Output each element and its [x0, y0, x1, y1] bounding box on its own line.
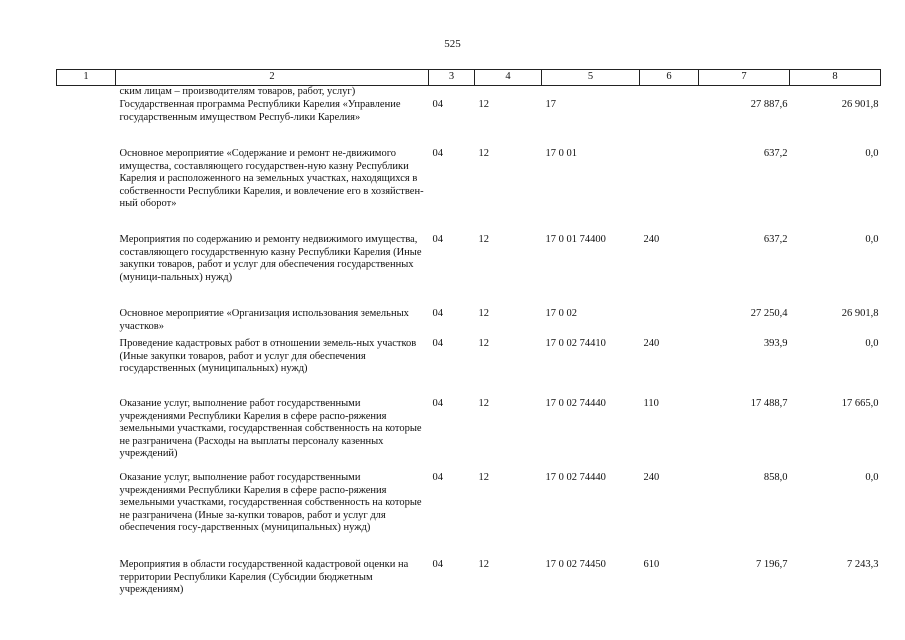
- cell-section: 04: [432, 559, 443, 570]
- cell-amount-1: 637,2: [763, 148, 788, 159]
- cell-expense-type: [640, 98, 699, 147]
- header-col-7: 7: [699, 70, 790, 86]
- cell-section: 04: [432, 398, 443, 409]
- cell-section: 04: [432, 308, 443, 319]
- cell-amount-2: 0,0: [865, 472, 879, 483]
- cell-expense-type: 240: [643, 338, 660, 349]
- cell-amount-1: 27 250,4: [750, 308, 788, 319]
- row-name: Основное мероприятие «Содержание и ремонт не-движимого имущества, составляющего государствен-ную казну Республики Карелия и расположенного на земельных участках, находящихся в собственности Республики Карелия, и вовлечение его в хозяйствен-ный оборот»: [119, 148, 424, 209]
- cell-amount-2: 0,0: [865, 148, 879, 159]
- cell-amount-1: 17 488,7: [750, 398, 788, 409]
- page-number: 525: [444, 38, 461, 50]
- cell-amount-2: 17 665,0: [841, 398, 879, 409]
- cell-target-article: 17 0 01 74400: [545, 234, 606, 245]
- cell-target-article: 17 0 01: [545, 148, 577, 159]
- cell-target-article: 17 0 02 74440: [545, 472, 606, 483]
- header-col-6: 6: [640, 70, 699, 86]
- row-name: Мероприятия по содержанию и ремонту недвижимого имущества, составляющего государственную казну Республики Карелия (Иные закупки товаров, работ и услуг для обеспечения государственных (муници-пальных) нужд): [119, 234, 422, 283]
- cell-target-article: 17 0 02 74410: [545, 338, 606, 349]
- cell-target-article: 17 0 02: [545, 308, 577, 319]
- cell-amount-1: 637,2: [763, 234, 788, 245]
- cell-section: 04: [432, 472, 443, 483]
- header-col-8: 8: [790, 70, 881, 86]
- row-name: Государственная программа Республики Карелия «Управление государственным имуществом Респуб-лики Карелия»: [119, 99, 401, 123]
- cell-amount-2: 26 901,8: [841, 308, 879, 319]
- cell-subsection: 12: [478, 234, 489, 245]
- cell-target-article: 17 0 02 74450: [545, 559, 606, 570]
- table-row: [57, 471, 881, 558]
- header-col-3: 3: [429, 70, 475, 86]
- cell-amount-1: 27 887,6: [750, 99, 788, 110]
- cell-amount-1: 858,0: [763, 472, 788, 483]
- cell-expense-type: [640, 307, 699, 337]
- header-row: [57, 70, 881, 86]
- cell-amount-2: 7 243,3: [847, 559, 879, 570]
- cell-expense-type: [640, 147, 699, 233]
- cell-subsection: 12: [478, 148, 489, 159]
- table-row: [57, 98, 881, 147]
- cell-amount-2: 0,0: [865, 338, 879, 349]
- cell-section: 04: [432, 338, 443, 349]
- table-row: [57, 558, 881, 606]
- cell-subsection: 12: [478, 559, 489, 570]
- header-col-1: 1: [57, 70, 116, 86]
- table-row: [57, 307, 881, 337]
- row-name: Проведение кадастровых работ в отношении земель-ных участков (Иные закупки товаров, работ и услуг для обеспечения государственных (муниципальных) нужд): [119, 338, 417, 374]
- cell-subsection: 12: [478, 472, 489, 483]
- cell-subsection: 12: [478, 99, 489, 110]
- continuation-text: ским лицам – производителям товаров, работ, услуг): [119, 85, 356, 97]
- cell-amount-2: 26 901,8: [841, 99, 879, 110]
- cell-expense-type: 240: [643, 234, 660, 245]
- budget-table: [56, 69, 881, 606]
- table-row: [57, 147, 881, 233]
- cell-expense-type: 610: [643, 559, 660, 570]
- table-row: [57, 397, 881, 471]
- cell-expense-type: 110: [643, 398, 659, 409]
- header-col-4: 4: [475, 70, 542, 86]
- cell-section: 04: [432, 99, 443, 110]
- continuation-row: [57, 85, 881, 98]
- row-name: Мероприятия в области государственной кадастровой оценки на территории Республики Карелия (Субсидии бюджетным учреждениям): [119, 559, 409, 595]
- cell-section: 04: [432, 234, 443, 245]
- cell-amount-2: 0,0: [865, 234, 879, 245]
- cell-target-article: 17 0 02 74440: [545, 398, 606, 409]
- table-row: [57, 233, 881, 307]
- cell-section: 04: [432, 148, 443, 159]
- cell-amount-1: 393,9: [763, 338, 788, 349]
- cell-expense-type: 240: [643, 472, 660, 483]
- row-name: Оказание услуг, выполнение работ государственными учреждениями Республики Карелия в сфере распо-ряжения земельными участками, государственная собственность на которые не разграничена (Расходы на выплаты персоналу казенных учреждений): [119, 398, 422, 459]
- cell-subsection: 12: [478, 338, 489, 349]
- cell-subsection: 12: [478, 398, 489, 409]
- header-col-2: 2: [116, 70, 429, 86]
- cell-target-article: 17: [545, 99, 556, 110]
- header-col-5: 5: [542, 70, 640, 86]
- table-row: [57, 337, 881, 397]
- cell-amount-1: 7 196,7: [756, 559, 788, 570]
- cell-subsection: 12: [478, 308, 489, 319]
- row-name: Оказание услуг, выполнение работ государственными учреждениями Республики Карелия в сфере распо-ряжения земельными участками, государственная собственность на которые не разграничена (Иные за-купки товаров, работ и услуг для обеспечения госу-дарственных (муниципальных) нужд): [119, 472, 422, 533]
- row-name: Основное мероприятие «Организация использования земельных участков»: [119, 308, 409, 332]
